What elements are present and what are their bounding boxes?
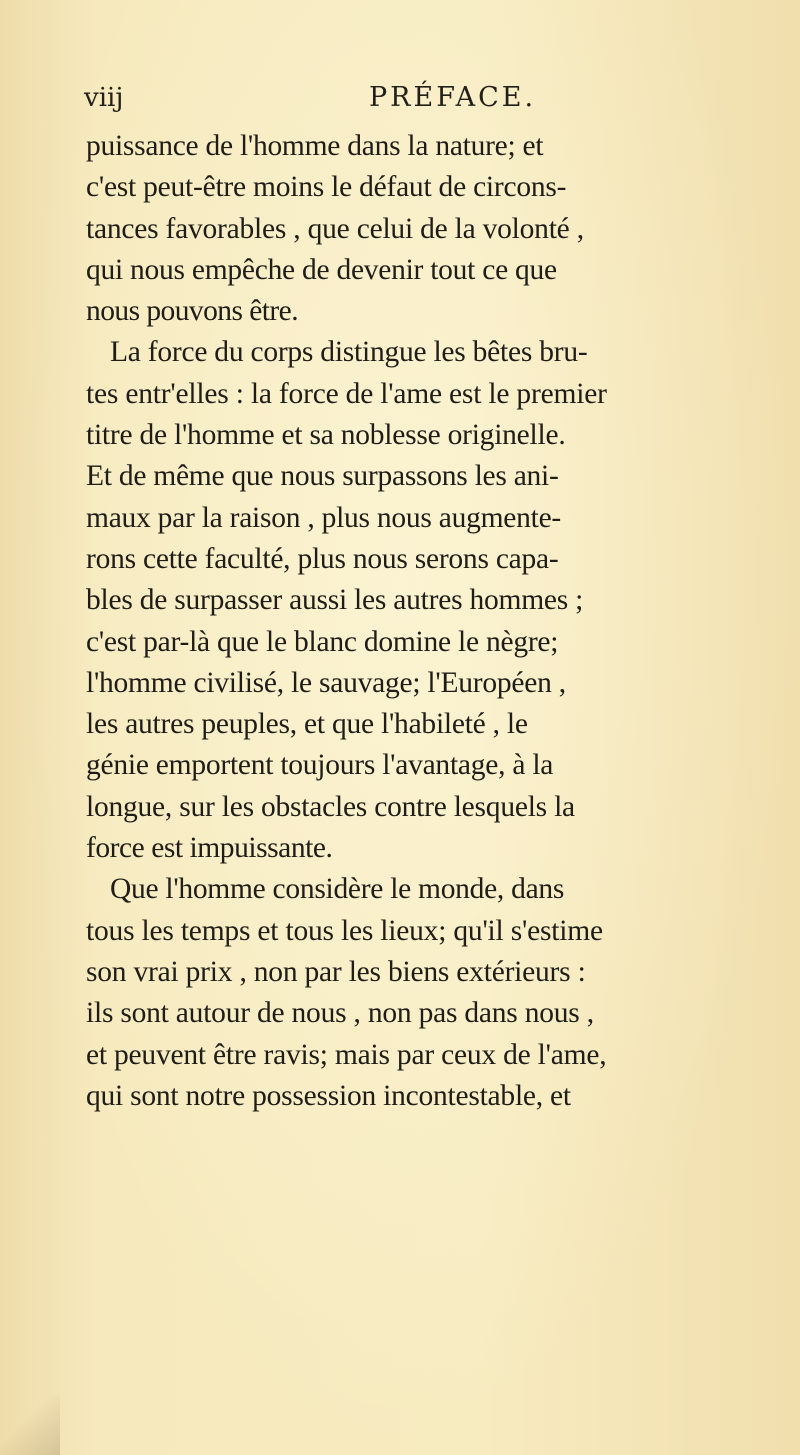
text-line: longue, sur les obstacles contre lesquels la xyxy=(86,790,575,823)
corner-stain xyxy=(0,1395,60,1455)
body-text xyxy=(86,126,746,1117)
text-line: et peuvent être ravis; mais par ceux de l'ame, xyxy=(86,1038,607,1071)
text-line: maux par la raison , plus nous augmente- xyxy=(86,501,561,534)
text-line: tes entr'elles : la force de l'ame est le premier xyxy=(86,377,607,410)
text-line: Que l'homme considère le monde, dans xyxy=(110,873,565,906)
page-number: viij xyxy=(84,83,124,113)
text-line: qui nous empêche de devenir tout ce que xyxy=(86,253,557,286)
text-line: force est impuissante. xyxy=(86,832,333,865)
text-line: génie emportent toujours l'avantage, à la xyxy=(86,749,554,782)
text-line: rons cette faculté, plus nous serons capa- xyxy=(86,542,559,575)
running-title: PRÉFACE. xyxy=(369,82,537,113)
text-line: son vrai prix , non par les biens extérieurs : xyxy=(86,955,586,988)
text-line: La force du corps distingue les bêtes bru- xyxy=(110,336,588,369)
text-line: c'est par-là que le blanc domine le nègre; xyxy=(86,625,559,658)
text-line: qui sont notre possession incontestable, et xyxy=(86,1079,571,1112)
text-line: tous les temps et tous les lieux; qu'il s'estime xyxy=(86,914,603,947)
text-line: tances favorables , que celui de la volonté , xyxy=(86,212,584,245)
text-line: Et de même que nous surpassons les ani- xyxy=(86,460,559,493)
text-line: les autres peuples, et que l'habileté , le xyxy=(86,708,528,741)
text-line: puissance de l'homme dans la nature; et xyxy=(86,130,544,162)
text-line: l'homme civilisé, le sauvage; l'Européen , xyxy=(86,666,566,699)
text-line: ils sont autour de nous , non pas dans nous , xyxy=(86,997,594,1030)
page-header xyxy=(84,78,724,118)
text-line: titre de l'homme et sa noblesse originelle. xyxy=(86,419,566,452)
text-line: c'est peut-être moins le défaut de circons- xyxy=(86,171,567,204)
text-line: bles de surpasser aussi les autres hommes ; xyxy=(86,584,584,617)
text-line: nous pouvons être. xyxy=(86,295,299,328)
